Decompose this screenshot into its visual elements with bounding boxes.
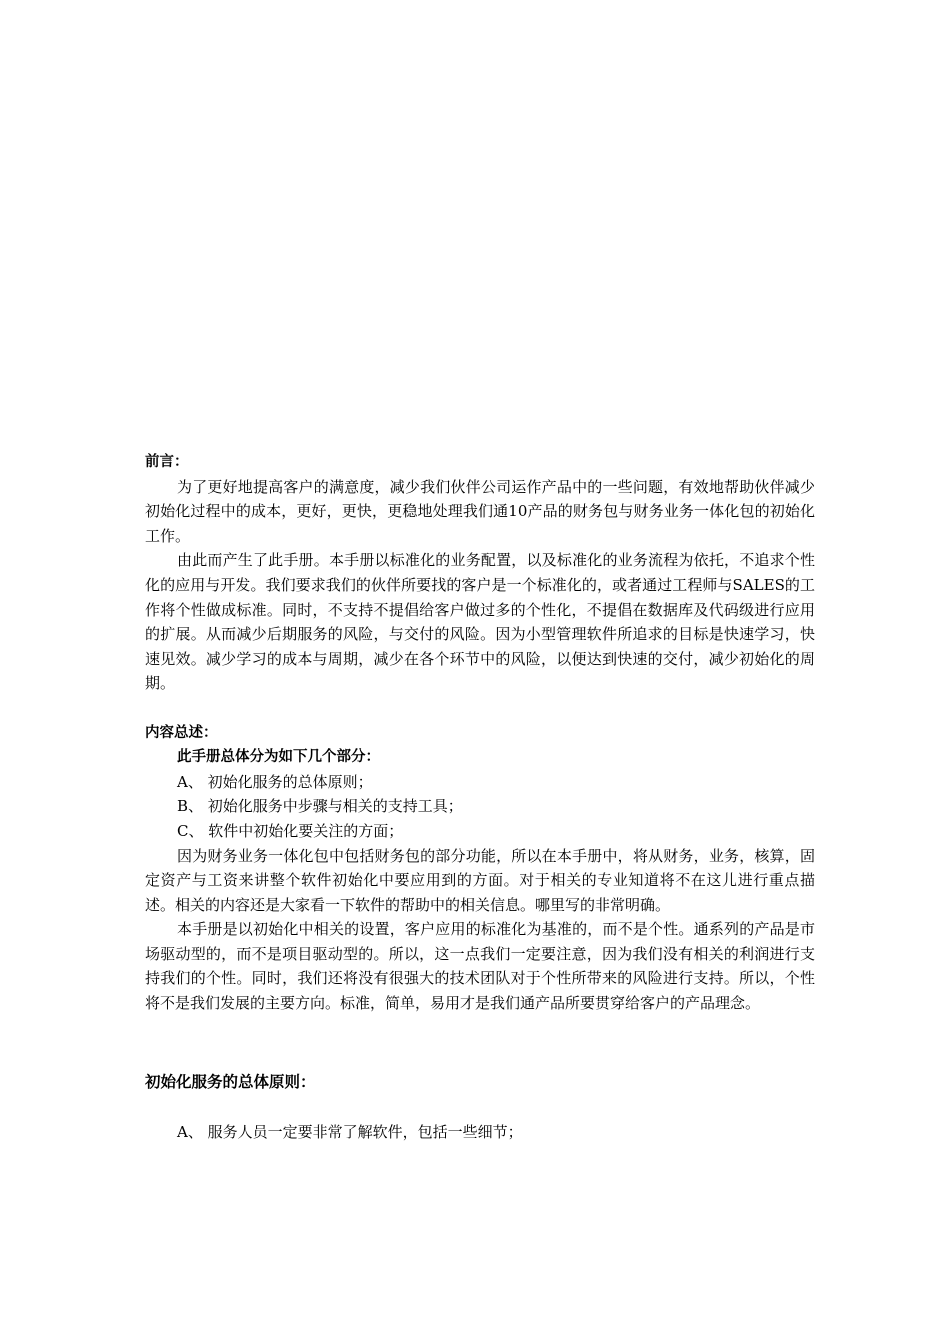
overview-heading: 内容总述： <box>145 724 218 741</box>
spacer <box>145 1094 815 1120</box>
preface-heading: 前言： <box>145 454 189 470</box>
document-body <box>145 450 815 1145</box>
spacer <box>145 1016 815 1070</box>
overview-intro: 此手册总体分为如下几个部分： <box>177 749 380 766</box>
preface-paragraph-1: 为了更好地提高客户的满意度，减少我们伙伴公司运作产品中的一些问题，有效地帮助伙伴减少初始化过程中的成本，更好，更快，更稳地处理我们通10产品的财务包与财务业务一体化包的初始化工作。 <box>145 477 815 545</box>
overview-item-b: B、 初始化服务中步骤与相关的支持工具； <box>177 797 463 816</box>
overview-paragraph-1: 因为财务业务一体化包中包括财务包的部分功能，所以在本手册中，将从财务，业务，核算，固定资产与工资来讲整个软件初始化中要应用到的方面。对于相关的专业知道将不在这儿进行重点描述。相关的内容还是大家看一下软件的帮助中的相关信息。哪里写的非常明确。 <box>145 846 815 914</box>
preface-paragraph-2: 由此而产生了此手册。本手册以标准化的业务配置，以及标准化的业务流程为依托，不追求个性化的应用与开发。我们要求我们的伙伴所要找的客户是一个标准化的，或者通过工程师与SALES的工作将个性做成标准。同时，不支持不提倡给客户做过多的个性化，不提倡在数据库及代码级进行应用的扩展。从而减少后期服务的风险，与交付的风险。因为小型管理软件所追求的目标是快速学习，快速见效。减少学习的成本与周期，减少在各个环节中的风险，以便达到快速的交付，减少初始化的周期。 <box>145 551 815 693</box>
principles-title: 初始化服务的总体原则： <box>145 1072 316 1091</box>
principle-item-a: A、 服务人员一定要非常了解软件，包括一些细节； <box>177 1123 523 1142</box>
overview-item-c: C、 软件中初始化要关注的方面； <box>177 821 404 840</box>
overview-item-a: A、 初始化服务的总体原则； <box>177 772 373 791</box>
spacer <box>145 696 815 721</box>
overview-paragraph-2: 本手册是以初始化中相关的设置，客户应用的标准化为基准的，而不是个性。通系列的产品是市场驱动型的，而不是项目驱动型的。所以，这一点我们一定要注意，因为我们没有相关的利润进行支持我们的个性。同时，我们还将没有很强大的技术团队对于个性所带来的风险进行支持。所以，个性将不是我们发展的主要方向。标准，简单，易用才是我们通产品所要贯穿给客户的产品理念。 <box>145 920 815 1013</box>
